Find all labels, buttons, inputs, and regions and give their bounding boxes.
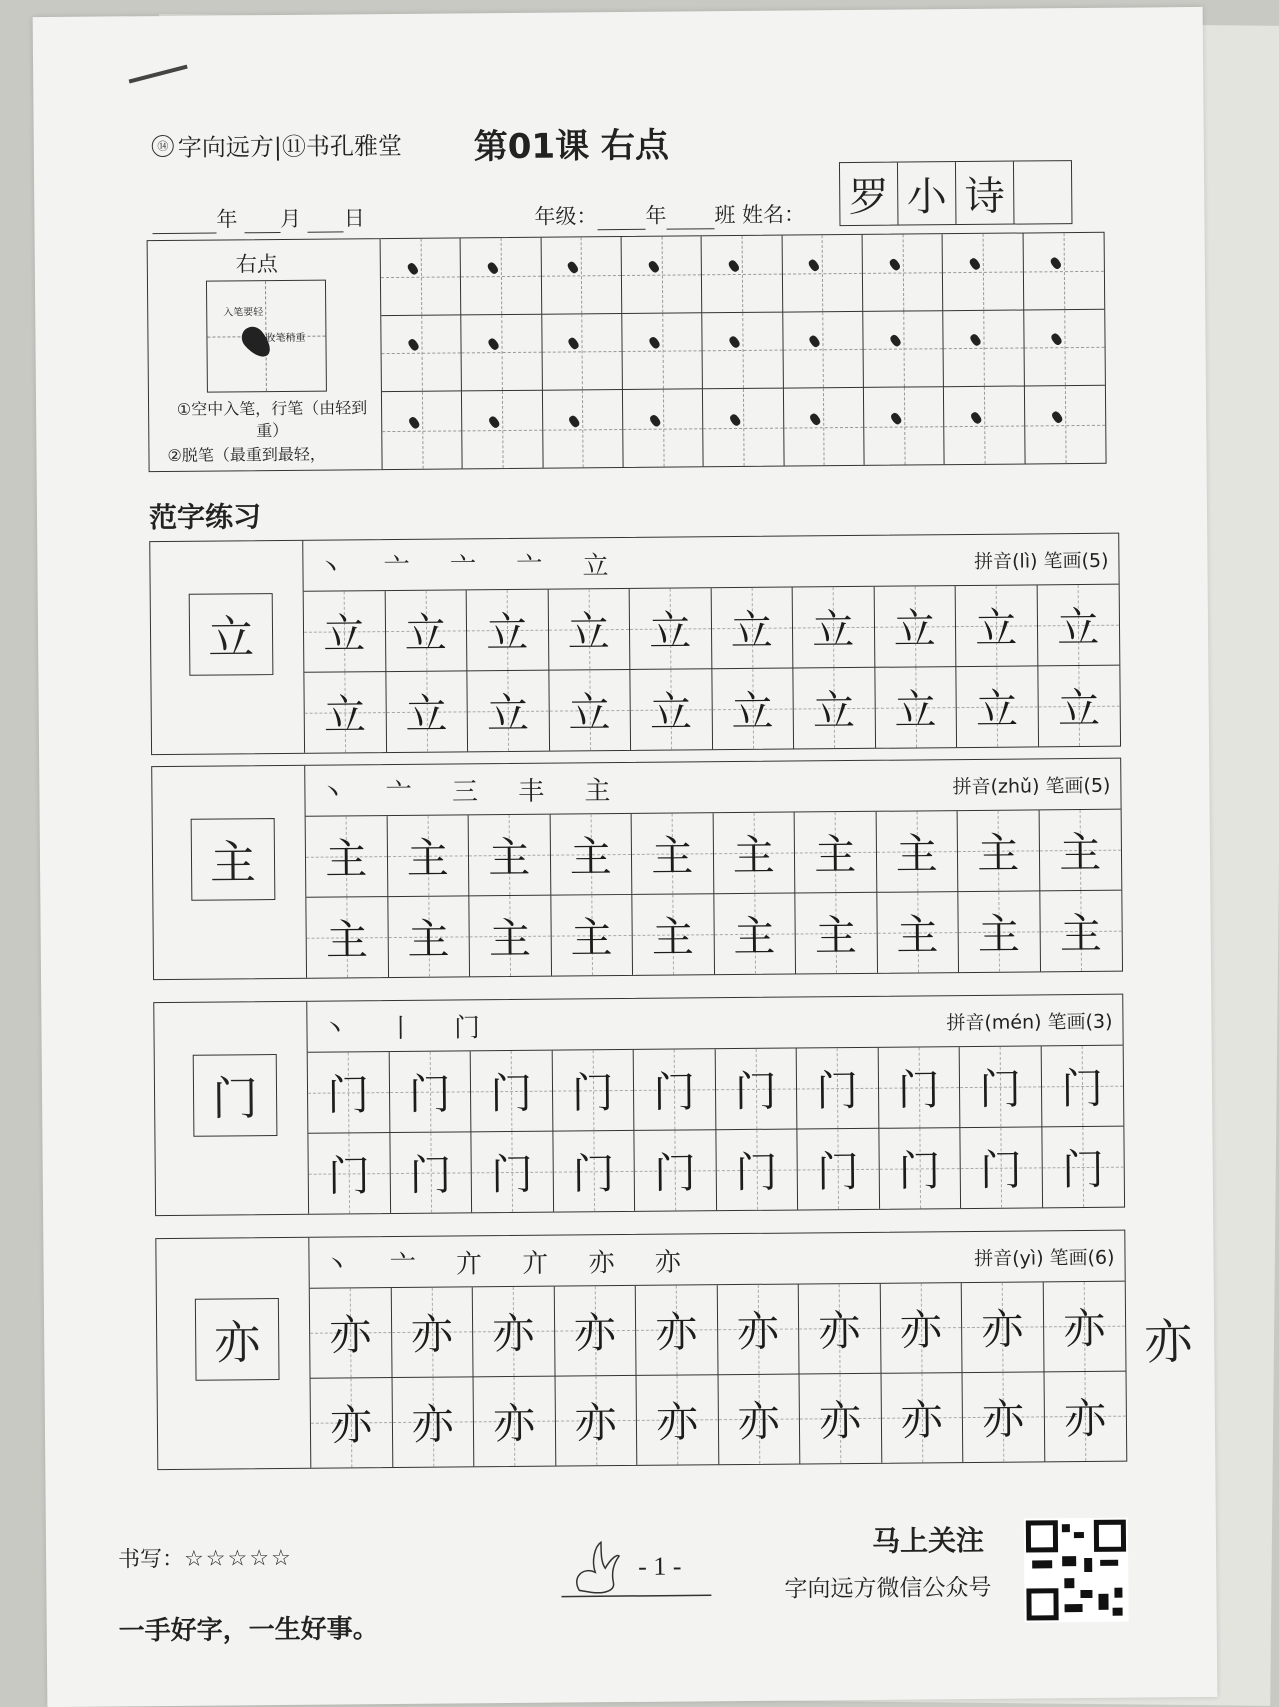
- practice-char: 主: [814, 829, 857, 880]
- practice-char: 主: [814, 910, 858, 961]
- char-info: 拼音(mén) 笔画(3): [946, 1010, 1113, 1034]
- bunny-icon: [561, 1531, 712, 1602]
- practice-cell[interactable]: [306, 897, 388, 978]
- practice-char: 主: [570, 912, 613, 963]
- practice-char: 亦: [329, 1400, 373, 1450]
- practice-cell[interactable]: [385, 590, 467, 671]
- section-title: 范字练习: [148, 500, 262, 535]
- practice-char: 主: [325, 914, 369, 965]
- follow-heading: 马上关注: [871, 1523, 985, 1558]
- practice-char: 门: [408, 1069, 452, 1119]
- grade-class-label: 班: [714, 203, 736, 228]
- practice-cell[interactable]: [553, 1130, 635, 1211]
- practice-cell[interactable]: [381, 315, 462, 392]
- char-grid: [306, 810, 1122, 978]
- year-blank[interactable]: [152, 213, 216, 235]
- practice-cell[interactable]: [795, 892, 877, 973]
- practice-cell[interactable]: [703, 312, 784, 389]
- practice-cell[interactable]: [550, 814, 632, 895]
- practice-cell[interactable]: [467, 670, 549, 751]
- practice-char: 主: [977, 909, 1021, 959]
- practice-cell[interactable]: [632, 894, 714, 975]
- practice-char: 立: [894, 685, 937, 735]
- practice-cell[interactable]: [387, 815, 469, 896]
- practice-char: 立: [730, 605, 773, 655]
- practice-char: 亦: [574, 1398, 617, 1448]
- wechat-account: 字向远方微信公众号: [784, 1574, 992, 1603]
- practice-cell[interactable]: [713, 813, 795, 894]
- practice-char: 主: [732, 830, 775, 880]
- practice-char: 亦: [818, 1306, 861, 1356]
- practice-char: 门: [816, 1065, 859, 1116]
- practice-cell[interactable]: [311, 1378, 393, 1468]
- practice-cell[interactable]: [944, 387, 1025, 464]
- practice-char: 亦: [736, 1306, 780, 1357]
- month-label: 月: [280, 206, 302, 231]
- day-blank[interactable]: [308, 211, 344, 232]
- practice-cell[interactable]: [471, 1131, 553, 1212]
- practice-char: 主: [488, 832, 531, 882]
- practice-cell[interactable]: [461, 238, 542, 315]
- practice-cell[interactable]: [875, 667, 957, 748]
- name-char: [1014, 161, 1072, 223]
- practice-char: 主: [569, 831, 612, 882]
- practice-cell[interactable]: [784, 388, 865, 465]
- pen-mark: [129, 65, 188, 84]
- practice-cell[interactable]: [473, 1287, 555, 1377]
- practice-cell[interactable]: [1025, 386, 1106, 463]
- practice-cell[interactable]: [864, 388, 945, 465]
- practice-cell[interactable]: [1038, 665, 1120, 746]
- model-char: 主: [191, 818, 276, 901]
- brand-logo: [152, 126, 402, 163]
- practice-char: 亦: [981, 1394, 1025, 1445]
- practice-cell[interactable]: [876, 811, 958, 892]
- practice-char: 立: [1057, 602, 1100, 652]
- practice-char: 门: [490, 1068, 533, 1118]
- practice-cell[interactable]: [793, 667, 875, 748]
- char-block-1: [149, 533, 1121, 755]
- practice-cell[interactable]: [622, 313, 703, 390]
- practice-char: 亦: [329, 1310, 372, 1360]
- practice-cell[interactable]: [632, 813, 714, 894]
- practice-char: 门: [490, 1149, 534, 1199]
- practice-cell[interactable]: [541, 237, 622, 314]
- practice-char: 亦: [410, 1309, 454, 1360]
- practice-char: 主: [895, 829, 938, 879]
- practice-cell[interactable]: [543, 390, 624, 467]
- motto: 一手好字，一生好事。: [118, 1614, 379, 1647]
- practice-char: 亦: [900, 1395, 943, 1445]
- practice-char: 亦: [737, 1396, 780, 1447]
- model-char: 门: [193, 1054, 278, 1137]
- practice-char: 立: [486, 688, 530, 738]
- practice-cell[interactable]: [715, 1049, 797, 1130]
- char-block-2: [151, 758, 1123, 980]
- stroke-demo: [148, 239, 383, 471]
- stroke-note-2: ②脱笔（最重到最轻，: [167, 444, 326, 465]
- extra-handwritten-char: 亦: [1143, 1313, 1193, 1371]
- practice-char: 亦: [655, 1397, 699, 1447]
- practice-char: 亦: [1063, 1394, 1107, 1444]
- practice-char: 亦: [981, 1304, 1024, 1355]
- practice-cell[interactable]: [304, 591, 386, 672]
- practice-char: 门: [653, 1148, 697, 1198]
- practice-cell[interactable]: [956, 585, 1038, 666]
- practice-char: 主: [325, 834, 368, 884]
- practice-char: 立: [405, 689, 448, 739]
- practice-cell[interactable]: [880, 1283, 962, 1373]
- practice-cell[interactable]: [878, 1047, 960, 1128]
- practice-cell[interactable]: [863, 311, 944, 388]
- practice-char: 门: [327, 1150, 371, 1201]
- month-blank[interactable]: [244, 212, 280, 233]
- practice-char: 立: [649, 606, 692, 656]
- practice-char: 立: [323, 609, 366, 659]
- stroke-practice-grid: [381, 233, 1106, 469]
- practice-cell[interactable]: [797, 1048, 879, 1129]
- practice-char: 立: [486, 607, 529, 657]
- practice-cell[interactable]: [881, 1373, 963, 1463]
- practice-cell[interactable]: [702, 236, 783, 313]
- practice-char: 门: [409, 1150, 452, 1200]
- practice-cell[interactable]: [962, 1282, 1044, 1372]
- practice-char: 亦: [411, 1399, 454, 1450]
- practice-char: 立: [1057, 683, 1101, 733]
- name-box[interactable]: [839, 160, 1073, 226]
- stroke-note-1: ①空中入笔，行笔（由轻到重）: [176, 398, 368, 441]
- practice-cell[interactable]: [549, 669, 631, 750]
- practice-cell[interactable]: [783, 312, 864, 389]
- practice-char: 亦: [655, 1307, 698, 1358]
- practice-char: 门: [1061, 1063, 1104, 1113]
- practice-cell[interactable]: [381, 238, 462, 315]
- model-char: 立: [189, 593, 274, 676]
- practice-cell[interactable]: [548, 589, 630, 670]
- stroke-demo-box: [206, 280, 327, 393]
- practice-char: 立: [893, 604, 936, 654]
- practice-cell[interactable]: [943, 234, 1024, 311]
- practice-char: 门: [898, 1146, 941, 1196]
- practice-cell[interactable]: [718, 1374, 800, 1464]
- practice-char: 立: [567, 606, 610, 657]
- practice-cell[interactable]: [799, 1284, 881, 1374]
- practice-cell[interactable]: [630, 588, 712, 669]
- annotation-end: 收笔稍重: [265, 332, 306, 345]
- practice-cell[interactable]: [382, 392, 463, 469]
- stroke-order: 丶 亠 亣 亣 亦 亦: [323, 1246, 697, 1281]
- practice-cell[interactable]: [474, 1376, 556, 1466]
- practice-cell[interactable]: [793, 587, 875, 668]
- practice-cell[interactable]: [304, 672, 386, 753]
- practice-cell[interactable]: [958, 891, 1040, 972]
- practice-cell[interactable]: [634, 1049, 716, 1130]
- practice-char: 亦: [1063, 1304, 1106, 1354]
- practice-cell[interactable]: [1023, 233, 1104, 310]
- practice-cell[interactable]: [874, 586, 956, 667]
- practice-cell[interactable]: [963, 1372, 1045, 1462]
- stroke-order: 丶 丨 门: [321, 1012, 497, 1045]
- practice-cell[interactable]: [542, 314, 623, 391]
- practice-cell[interactable]: [636, 1285, 718, 1375]
- practice-char: 亦: [492, 1309, 535, 1359]
- practice-cell[interactable]: [622, 236, 703, 313]
- practice-cell[interactable]: [1024, 309, 1105, 386]
- practice-cell[interactable]: [956, 666, 1038, 747]
- worksheet-page: [33, 7, 1218, 1707]
- practice-cell[interactable]: [1037, 585, 1119, 666]
- practice-cell[interactable]: [863, 234, 944, 311]
- practice-char: 门: [653, 1067, 696, 1117]
- char-block-4: [155, 1230, 1127, 1470]
- name-char: 诗: [956, 162, 1015, 225]
- practice-char: 门: [979, 1064, 1022, 1114]
- practice-cell[interactable]: [795, 812, 877, 893]
- practice-cell[interactable]: [960, 1046, 1042, 1127]
- practice-cell[interactable]: [389, 1051, 471, 1132]
- char-block-3: [153, 994, 1125, 1216]
- date-line: [152, 202, 365, 234]
- practice-cell[interactable]: [467, 590, 549, 671]
- practice-char: 主: [733, 911, 776, 961]
- stroke-order: 丶 亠 亠 亠 立: [317, 550, 625, 584]
- practice-char: 门: [572, 1148, 615, 1199]
- practice-cell[interactable]: [1044, 1371, 1126, 1461]
- practice-cell[interactable]: [944, 310, 1025, 387]
- practice-char: 主: [488, 913, 532, 963]
- grade-label: 年级：: [534, 204, 598, 229]
- practice-cell[interactable]: [462, 314, 543, 391]
- practice-char: 亦: [818, 1396, 862, 1446]
- practice-cell[interactable]: [555, 1375, 637, 1465]
- stroke-order: 丶 亠 三 丰 主: [319, 775, 627, 809]
- practice-cell[interactable]: [712, 668, 794, 749]
- star-rating[interactable]: ☆☆☆☆☆: [184, 1545, 293, 1572]
- practice-char: 门: [735, 1147, 778, 1197]
- practice-char: 主: [896, 910, 939, 960]
- practice-char: 亦: [573, 1308, 617, 1358]
- practice-char: 主: [1059, 908, 1103, 958]
- practice-cell[interactable]: [1043, 1282, 1125, 1372]
- stroke-intro-panel: [147, 232, 1107, 472]
- practice-cell[interactable]: [551, 894, 633, 975]
- practice-cell[interactable]: [306, 816, 388, 897]
- practice-cell[interactable]: [797, 1128, 879, 1209]
- char-info: 拼音(zhǔ) 笔画(5): [952, 774, 1111, 798]
- practice-cell[interactable]: [877, 892, 959, 973]
- name-char: 小: [898, 162, 957, 225]
- practice-cell[interactable]: [703, 389, 784, 466]
- practice-cell[interactable]: [386, 671, 468, 752]
- practice-cell[interactable]: [388, 896, 470, 977]
- model-char: 亦: [195, 1298, 280, 1381]
- practice-cell[interactable]: [800, 1373, 882, 1463]
- practice-cell[interactable]: [308, 1052, 390, 1133]
- annotation-start: 入笔要轻: [223, 307, 264, 319]
- practice-char: 主: [1058, 827, 1102, 877]
- char-grid: [304, 585, 1120, 753]
- practice-char: 立: [649, 687, 693, 737]
- practice-cell[interactable]: [308, 1133, 390, 1214]
- practice-char: 立: [323, 690, 367, 740]
- practice-cell[interactable]: [711, 588, 793, 669]
- practice-char: 立: [975, 603, 1018, 653]
- year-label: 年: [216, 207, 238, 232]
- practice-char: 主: [651, 912, 695, 962]
- practice-cell[interactable]: [782, 235, 863, 312]
- logo-badge-icon: ⑭: [152, 134, 174, 156]
- practice-char: 立: [404, 608, 448, 658]
- practice-cell[interactable]: [630, 669, 712, 750]
- practice-char: 门: [816, 1146, 860, 1197]
- name-label: 姓名：: [741, 202, 806, 227]
- name-char: 罗: [840, 163, 899, 226]
- practice-char: 立: [812, 604, 855, 655]
- qr-code-icon[interactable]: [1024, 1518, 1129, 1623]
- practice-char: 立: [812, 685, 856, 736]
- practice-char: 亦: [492, 1399, 536, 1449]
- practice-cell[interactable]: [958, 810, 1040, 891]
- page-title: 第01课 右点: [473, 125, 670, 168]
- practice-char: 亦: [899, 1305, 943, 1355]
- char-info: 拼音(lì) 笔画(5): [973, 549, 1109, 573]
- practice-cell[interactable]: [552, 1050, 634, 1131]
- practice-cell[interactable]: [469, 895, 551, 976]
- writing-rating: [118, 1541, 293, 1574]
- practice-cell[interactable]: [717, 1285, 799, 1375]
- practice-cell[interactable]: [390, 1132, 472, 1213]
- practice-cell[interactable]: [960, 1127, 1042, 1208]
- rating-label: 书写：: [118, 1546, 185, 1573]
- logo-text: 字向远方|⑪书孔雅堂: [177, 131, 403, 162]
- practice-char: 门: [327, 1069, 370, 1120]
- practice-cell[interactable]: [637, 1375, 719, 1465]
- char-info: 拼音(yì) 笔画(6): [974, 1246, 1115, 1270]
- practice-char: 主: [977, 828, 1020, 878]
- practice-cell[interactable]: [391, 1287, 473, 1377]
- practice-cell[interactable]: [879, 1128, 961, 1209]
- practice-char: 立: [568, 687, 611, 738]
- day-label: 日: [343, 206, 365, 231]
- practice-char: 立: [731, 686, 774, 736]
- grade-year-blank[interactable]: [597, 209, 645, 230]
- practice-cell[interactable]: [634, 1130, 716, 1211]
- stroke-title: 右点: [235, 252, 278, 277]
- practice-cell[interactable]: [310, 1288, 392, 1378]
- practice-cell[interactable]: [714, 893, 796, 974]
- practice-char: 主: [407, 914, 450, 964]
- practice-cell[interactable]: [1040, 890, 1122, 971]
- practice-cell[interactable]: [623, 390, 704, 467]
- practice-char: 门: [979, 1145, 1023, 1195]
- practice-char: 门: [1061, 1144, 1105, 1194]
- char-grid: [308, 1046, 1124, 1214]
- practice-cell[interactable]: [1041, 1046, 1123, 1127]
- practice-cell[interactable]: [462, 391, 543, 468]
- practice-char: 门: [571, 1067, 615, 1118]
- grade-class-blank[interactable]: [666, 208, 714, 229]
- practice-cell[interactable]: [1039, 810, 1121, 891]
- practice-cell[interactable]: [554, 1286, 636, 1376]
- practice-cell[interactable]: [469, 815, 551, 896]
- practice-char: 主: [406, 833, 449, 883]
- grade-year-label: 年: [645, 203, 667, 228]
- practice-char: 主: [651, 831, 694, 881]
- practice-char: 门: [734, 1066, 778, 1116]
- practice-cell[interactable]: [392, 1377, 474, 1467]
- practice-char: 立: [975, 684, 1019, 734]
- char-grid: [310, 1282, 1127, 1468]
- practice-cell[interactable]: [716, 1129, 798, 1210]
- practice-char: 门: [897, 1065, 941, 1115]
- practice-cell[interactable]: [471, 1051, 553, 1132]
- page-number: - 1 -: [638, 1551, 682, 1581]
- grade-line: [534, 198, 805, 230]
- practice-cell[interactable]: [1042, 1126, 1124, 1207]
